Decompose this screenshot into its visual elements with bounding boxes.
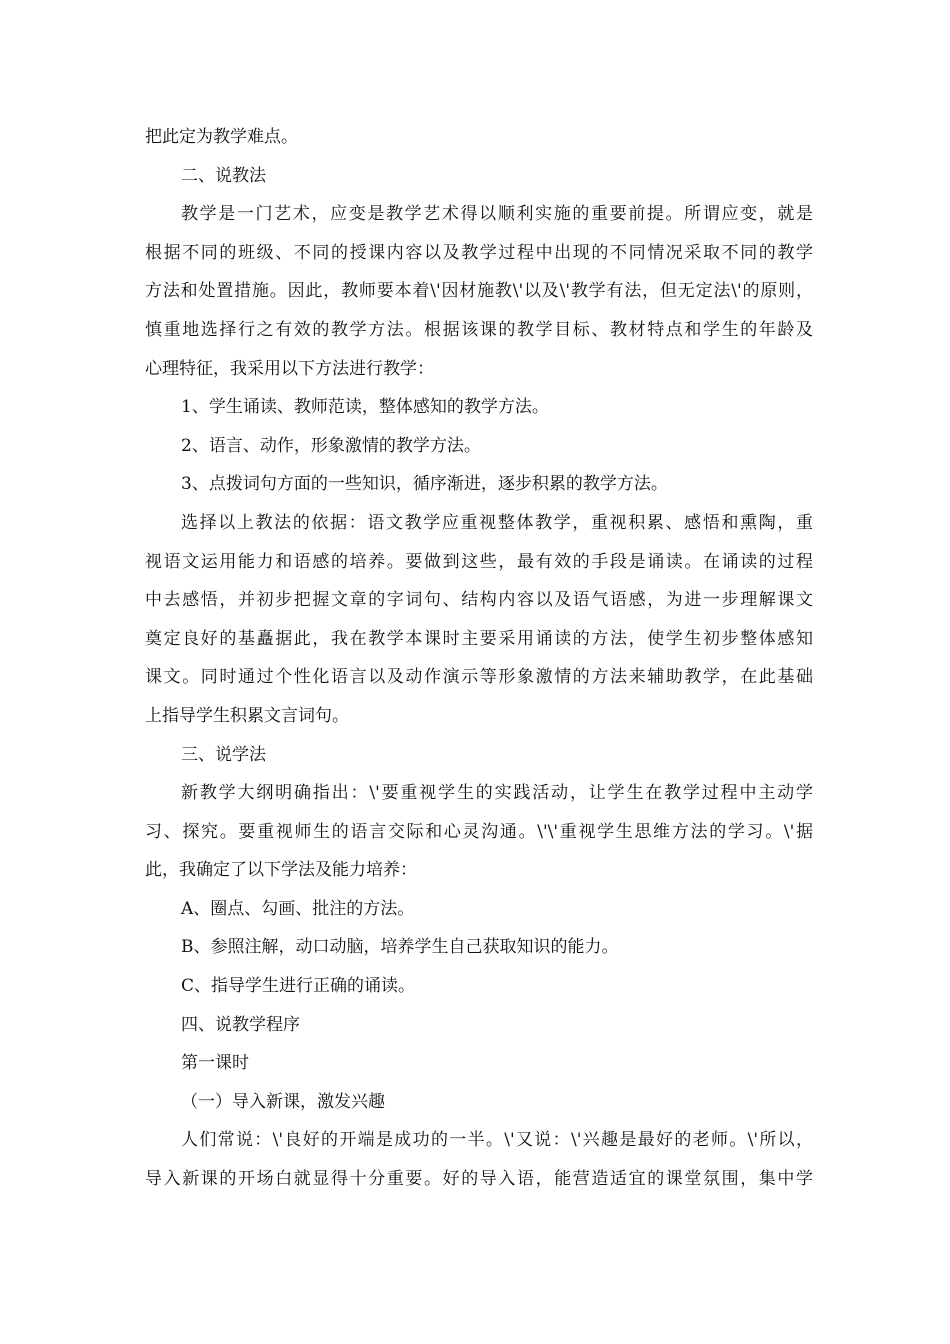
paragraph-line: 新教学大纲明确指出：\'要重视学生的实践活动，让学生在教学过程中主动学 [181, 783, 813, 804]
paragraph-line: 方法和处置措施。因此，教师要本着\'因材施教\'以及\'教学有法，但无定法\'的原则， [145, 281, 813, 302]
paragraph-line: 上指导学生积累文言词句。 [145, 705, 349, 726]
section-heading-learning-method: 三、说学法 [181, 744, 266, 765]
paragraph-line: 此，我确定了以下学法及能力培养： [145, 860, 417, 881]
document-body [145, 118, 813, 1199]
list-item: B、参照注解，动口动脑，培养学生自己获取知识的能力。 [181, 937, 619, 958]
paragraph-line: 视语文运用能力和语感的培养。要做到这些，最有效的手段是诵读。在诵读的过程 [145, 551, 813, 572]
paragraph-line: 教学是一门艺术，应变是教学艺术得以顺利实施的重要前提。所谓应变，就是 [181, 204, 813, 225]
paragraph-line: 奠定良好的基矗据此，我在教学本课时主要采用诵读的方法，使学生初步整体感知 [145, 628, 813, 649]
subheading-first-lesson: 第一课时 [181, 1053, 249, 1074]
paragraph-line: 人们常说：\'良好的开端是成功的一半。\'又说：\'兴趣是最好的老师。\'所以， [181, 1130, 813, 1151]
paragraph-line: 习、探究。要重视师生的语言交际和心灵沟通。\'\'重视学生思维方法的学习。\'据 [145, 821, 813, 842]
list-item: 2、语言、动作，形象激情的教学方法。 [181, 435, 481, 456]
list-item: A、圈点、勾画、批注的方法。 [181, 898, 415, 919]
paragraph-line: 心理特征，我采用以下方法进行教学： [145, 358, 434, 379]
paragraph-line: 中去感悟，并初步把握文章的字词句、结构内容以及语气语感，为进一步理解课文 [145, 590, 813, 611]
paragraph-line: 慎重地选择行之有效的教学方法。根据该课的教学目标、教材特点和学生的年龄及 [145, 319, 813, 340]
paragraph-line: 导入新课的开场白就显得十分重要。好的导入语，能营造适宜的课堂氛围，集中学 [145, 1169, 813, 1190]
subheading-introduction: （一）导入新课，激发兴趣 [181, 1091, 385, 1112]
paragraph-line: 课文。同时通过个性化语言以及动作演示等形象激情的方法来辅助教学，在此基础 [145, 667, 813, 688]
paragraph-line: 根据不同的班级、不同的授课内容以及教学过程中出现的不同情况采取不同的教学 [145, 242, 813, 263]
list-item: 3、点拨词句方面的一些知识，循序渐进，逐步积累的教学方法。 [181, 474, 668, 495]
list-item: C、指导学生进行正确的诵读。 [181, 976, 416, 997]
paragraph-line: 把此定为教学难点。 [145, 127, 298, 147]
list-item: 1、学生诵读、教师范读，整体感知的教学方法。 [181, 397, 549, 418]
section-heading-teaching-method: 二、说教法 [181, 165, 266, 186]
paragraph-line: 选择以上教法的依据：语文教学应重视整体教学，重视积累、感悟和熏陶，重 [181, 512, 813, 533]
section-heading-teaching-procedure: 四、说教学程序 [181, 1014, 300, 1035]
